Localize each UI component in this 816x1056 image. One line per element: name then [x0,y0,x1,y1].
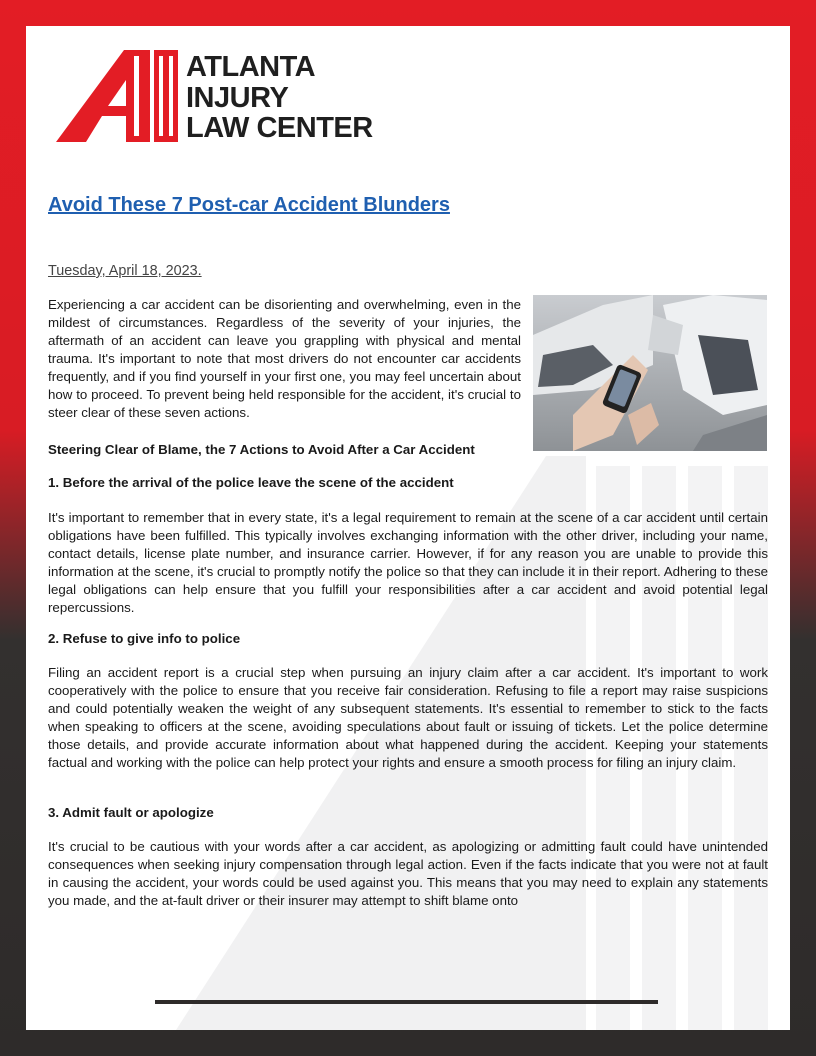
logo-mark-icon [56,50,182,144]
section-3-body: It's crucial to be cautious with your words after a car accident, as apologizing or admitting fault could have unintended consequences when seeking injury compensation through legal action. Even if the facts indicate that you were not at fault in causing the accident, your words could be used against you. This means that you may need to explain any statements you made, and the at-fault driver or their insurer may attempt to shift blame onto [48,839,768,908]
intro-paragraph: Experiencing a car accident can be disorienting and overwhelming, even in the mildest of circumstances. Regardless of the severity of your injuries, the aftermath of an accident can leave you grappling with physical and mental trauma. It's important to note that most drivers do not encounter car accidents frequently, and if you find yourself in your first one, you may feel uncertain about how to proceed. To prevent being held responsible for the accident, it's crucial to steer clear of these seven actions. [48,297,521,420]
document-page [26,26,790,1030]
section-subheading: Steering Clear of Blame, the 7 Actions to Avoid After a Car Accident [48,442,475,457]
article-title-link[interactable]: Avoid These 7 Post-car Accident Blunders [48,194,450,216]
logo-line-2: INJURY [186,81,289,114]
section-2-body: Filing an accident report is a crucial step when pursuing an injury claim after a car accident. It's important to work cooperatively with the police to ensure that you receive fair consideration. Refusing to file a report may raise suspicions and could potentially weaken the weight of any subsequent statements. It's essential to remember to stick to the facts when speaking to officers at the scene, avoiding speculations about fault or issuing of tickets. Let the police determine those details, and provide accurate information about what happened during the accident. Keeping your statements factual and working with the police can help protect your rights and ensure a smooth process for filing an injury claim. [48,665,768,770]
section-2-heading: 2. Refuse to give info to police [48,631,241,646]
section-1-heading: 1. Before the arrival of the police leave the scene of the accident [48,475,454,490]
logo-wordmark [186,52,373,144]
logo-line-3: LAW CENTER [186,112,373,144]
atlanta-injury-law-center-logo[interactable] [56,50,386,144]
section-1-body: It's important to remember that in every state, it's a legal requirement to remain at the scene of a car accident until certain obligations have been fulfilled. This typically involves exchanging information with the other driver, including your name, contact details, license plate number, and insurance carrier. However, if for any reason you are unable to provide this information at the scene, it's crucial to promptly notify the police so that they can include it in their report. Adhering to these legal obligations can help ensure that you fulfill your responsibilities after a car accident and avoid potential legal repercussions. [48,510,768,615]
footer-divider [155,1000,658,1004]
car-accident-photo [533,295,767,451]
article-date: Tuesday, April 18, 2023. [48,263,202,279]
logo-line-1: ATLANTA [186,51,316,83]
section-3-heading: 3. Admit fault or apologize [48,805,214,820]
